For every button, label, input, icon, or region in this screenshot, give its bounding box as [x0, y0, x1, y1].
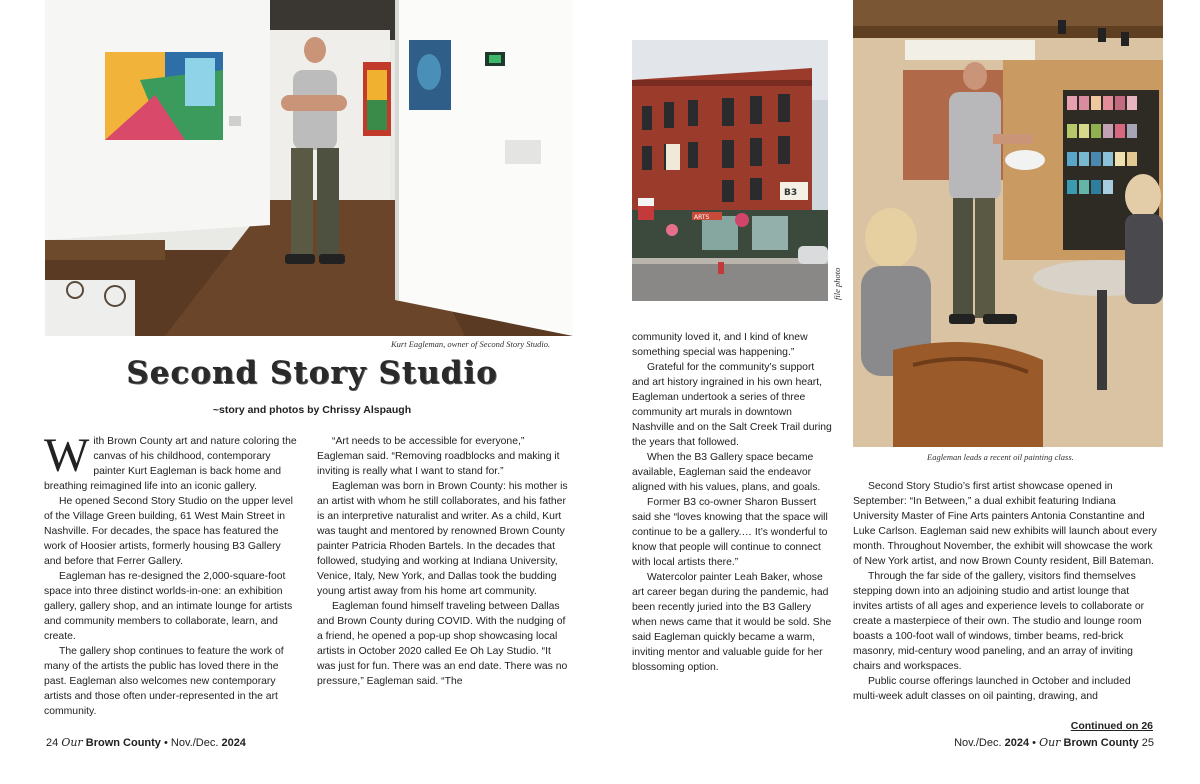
class-photo-illustration	[853, 0, 1163, 447]
magazine-name: Brown County	[1063, 737, 1139, 749]
page-number: 25	[1141, 737, 1154, 749]
issue-year: 2024	[221, 737, 246, 749]
page-number: 24	[46, 737, 59, 749]
building-sign-shop: ARTS	[694, 214, 710, 221]
magazine-script: Our	[61, 736, 83, 749]
gallery-photo	[45, 0, 573, 336]
folio-separator: •	[163, 737, 168, 749]
continued-link[interactable]: Continued on 26	[1070, 720, 1153, 732]
paragraph: “Art needs to be accessible for everyone,” Eagleman said. “Removing roadblocks and making it inviting is really what I want to stand for.”	[317, 436, 560, 477]
paragraph: Through the far side of the gallery, visitors find themselves stepping down into an adjoining studio and artist lounge that invites artists of all ages and experience levels to collaborate or create a masterpiece of their own. The studio and lounge room boasts a 100-foot wall of windows, timber beams, red-brick masonry, mid-century wood paneling, and an array of inviting chairs and workspaces.	[853, 571, 1145, 672]
paragraph: Former B3 co-owner Sharon Bussert said she “loves knowing that the space will continue to be a gallery.… It’s wonderful to know that people will continue to connect with local artists there.”	[632, 497, 828, 568]
building-photo-illustration	[632, 40, 828, 301]
paragraph-text: ith Brown County art and nature coloring the canvas of his childhood, contemporary painter Kurt Eagleman is back home and breathing reimagined life into an iconic gallery.	[44, 436, 297, 492]
issue-label: Nov./Dec.	[170, 737, 219, 749]
class-photo	[853, 0, 1163, 447]
issue-year: 2024	[1004, 737, 1030, 749]
paragraph: Second Story Studio’s first artist showcase opened in September: “In Between,” a dual exhibit featuring Indiana University Master of Fine Arts painters Antonia Constantine and Luke Carlson. Eagleman said new exhibits will launch about every month. Throughout November, the exhibit will showcase the work of New York artist, and now Brown County resident, Bill Bateman.	[853, 481, 1157, 567]
paragraph: Eagleman has re-designed the 2,000-square-foot space into three distinct worlds-in-one: an exhibition gallery, gallery shop, and an intimate lounge for artists and community members to collaborate, learn, and create.	[44, 571, 293, 642]
text-column-3	[632, 330, 832, 675]
building-sign-b3: B3	[784, 188, 798, 198]
paragraph: Eagleman was born in Brown County: his mother is an artist with whom he still collaborates, and his father is an interpretive naturalist and writer. As a child, Kurt was taught and mentored by renowned Brown County painter Patricia Rhoden Bartels. In the decades that followed, studying and working at Indiana University, Venice, Italy, New York, and Dallas took the budding young artist away from his home art community.	[317, 481, 568, 597]
drop-cap: W	[44, 429, 90, 482]
magazine-name: Brown County	[85, 737, 161, 749]
class-photo-caption: Eagleman leads a recent oil painting class.	[927, 452, 1074, 462]
article-title: Second Story Studio	[126, 355, 498, 391]
article-byline: ~story and photos by Chrissy Alspaugh	[212, 404, 412, 416]
paragraph: Eagleman found himself traveling between Dallas and Brown County during COVID. With the nudging of a friend, he opened a pop-up shop showcasing local artists in October 2020 called Ee Oh Lay Studio. “It was just for fun. There was an end date. There was no pressure,” Eagleman said. “The	[317, 601, 568, 687]
paragraph: When the B3 Gallery space became available, Eagleman said the endeavor aligned with his values, plans, and goals.	[632, 452, 821, 493]
paragraph: He opened Second Story Studio on the upper level of the Village Green building, 61 West Main Street in Nashville. For decades, the space has featured the work of Hoosier artists, formerly housing B3 Gallery and before that Ferrer Gallery.	[44, 496, 293, 567]
gallery-photo-caption: Kurt Eagleman, owner of Second Story Studio.	[391, 339, 551, 349]
paragraph: community loved it, and I kind of knew something special was happening.”	[632, 332, 808, 358]
paragraph: Grateful for the community’s support and art history ingrained in his own heart, Eagleman undertook a series of three community art murals in downtown Nashville and on the Salt Creek Trail during the years that followed.	[632, 362, 832, 448]
paragraph: The gallery shop continues to feature the work of many of the artists the public has loved there in the past. Eagleman also welcomes new contemporary artists and those often under-represented in the art community.	[44, 646, 284, 717]
folio-right	[954, 736, 1154, 749]
folio-left	[46, 736, 246, 749]
paragraph	[44, 429, 300, 494]
paragraph: Watercolor painter Leah Baker, whose art career began during the pandemic, had been recently juried into the B3 Gallery when news came that it would be sold. She said Eagleman quickly became a warm, inviting mentor and valuable guide for her blossoming option.	[632, 572, 832, 673]
issue-label: Nov./Dec.	[954, 737, 1002, 749]
building-photo-credit: file photo	[832, 267, 842, 300]
gallery-photo-illustration	[45, 0, 573, 336]
building-photo	[632, 40, 828, 301]
text-column-1	[44, 429, 300, 719]
magazine-script: Our	[1039, 736, 1061, 749]
paragraph: Public course offerings launched in October and included multi-week adult classes on oil painting, drawing, and	[853, 676, 1131, 702]
folio-separator: •	[1032, 737, 1037, 749]
text-column-2	[317, 434, 570, 689]
text-column-4	[853, 479, 1158, 704]
